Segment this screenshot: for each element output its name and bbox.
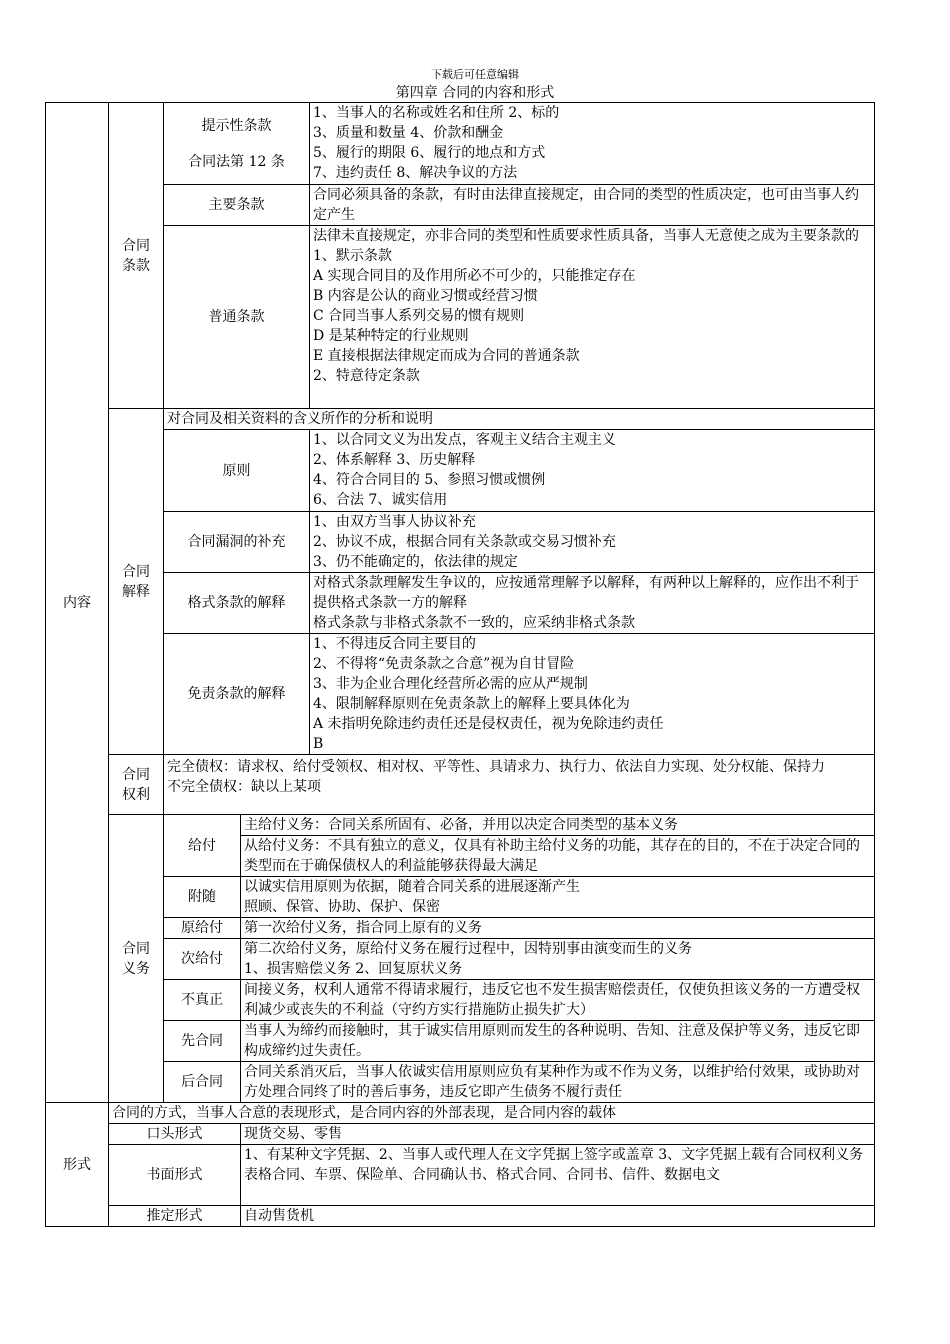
- interp-geshi-text: 对格式条款理解发生争议的，应按通常理解予以解释，有两种以上解释的，应作出不利于提供格式条款一方的解释 格式条款与非格式条款不一致的，应采纳非格式条款: [310, 573, 875, 634]
- oblig-xianhetong-text: 当事人为缔约而接触时，其于诚实信用原则而发生的各种说明、告知、注意及保护等义务，违反它即构成缔约过失责任。: [241, 1021, 875, 1062]
- clause-tishi-label: 提示性条款 合同法第 12 条: [164, 103, 310, 185]
- interp-mianze-text: 1、不得违反合同主要目的 2、不得将“免责条款之合意”视为自甘冒险 3、非为企业合理化经营所必需的应从严规制 4、限制解释原则在免责条款上的解释上要具体化为 A 未指明免除违约责任还是侵权责任，视为免除违约责任 B: [310, 634, 875, 755]
- oblig-geifu-main-text: 主给付义务：合同关系所固有、必备，并用以决定合同类型的基本义务: [241, 815, 875, 836]
- oblig-yuangeifu-label: 原给付: [164, 918, 241, 939]
- oblig-houhetong-text: 合同关系消灭后，当事人依诚实信用原则应负有某种作为或不作为义务，以维护给付效果，或协助对方处理合同终了时的善后事务，违反它即产生债务不履行责任: [241, 1062, 875, 1103]
- oblig-buzhenzheng-text: 间接义务，权利人通常不得请求履行，违反它也不发生损害赔偿责任，仅使负担该义务的一方遭受权利减少或丧失的不利益（守约方实行措施防止损失扩大）: [241, 980, 875, 1021]
- interpretation-definition: 对合同及相关资料的含义所作的分析和说明: [164, 409, 875, 430]
- form-oral-text: 现货交易、零售: [241, 1124, 875, 1145]
- oblig-fusui-text: 以诚实信用原则为依据，随着合同关系的进展逐渐产生 照顾、保管、协助、保护、保密: [241, 877, 875, 918]
- clause-putong-text: 法律未直接规定，亦非合同的类型和性质要求性质具备，当事人无意使之成为主要条款的 1、默示条款 A 实现合同目的及作用所必不可少的，只能推定存在 B 内容是公认的商业习惯或经营习惯 C 合同当事人系列交易的惯有规则 D 是某种特定的行业规则 E 直接根据法律规定而成为合同的普通条款 2、特意待定条款: [310, 226, 875, 409]
- oblig-fusui-label: 附随: [164, 877, 241, 918]
- oblig-xianhetong-label: 先合同: [164, 1021, 241, 1062]
- oblig-geifu-sub-text: 从给付义务：不具有独立的意义，仅具有补助主给付义务的功能，其存在的目的，不在于决定合同的类型而在于确保债权人的利益能够获得最大满足: [241, 836, 875, 877]
- interp-yuanze-text: 1、以合同文义为出发点，客观主义结合主观主义 2、体系解释 3、历史解释 4、符合合同目的 5、参照习惯或惯例 6、合法 7、诚实信用: [310, 430, 875, 512]
- section-label-content: 内容: [46, 103, 109, 1103]
- form-written-label: 书面形式: [109, 1145, 241, 1206]
- form-intro: 合同的方式，当事人合意的表现形式，是合同内容的外部表现，是合同内容的载体: [109, 1103, 875, 1124]
- section-label-form: 形式: [46, 1103, 109, 1227]
- interpretation-label: 合同 解释: [109, 409, 164, 755]
- rights-text: 完全债权：请求权、给付受领权、相对权、平等性、具请求力、执行力、依法自力实现、处分权能、保持力 不完全债权：缺以上某项: [164, 755, 875, 815]
- oblig-cigeifu-label: 次给付: [164, 939, 241, 980]
- oblig-buzhenzheng-label: 不真正: [164, 980, 241, 1021]
- oblig-yuangeifu-text: 第一次给付义务，指合同上原有的义务: [241, 918, 875, 939]
- clause-zhuyao-label: 主要条款: [164, 185, 310, 226]
- form-implied-text: 自动售货机: [241, 1206, 875, 1227]
- rights-label: 合同 权利: [109, 755, 164, 815]
- content-table: [45, 102, 875, 1227]
- clause-tishi-text: 1、当事人的名称或姓名和住所 2、标的 3、质量和数量 4、价款和酬金 5、履行的期限 6、履行的地点和方式 7、违约责任 8、解决争议的方法: [310, 103, 875, 185]
- clauses-label: 合同 条款: [109, 103, 164, 409]
- interp-loudong-text: 1、由双方当事人协议补充 2、协议不成，根据合同有关条款或交易习惯补充 3、仍不能确定的，依法律的规定: [310, 512, 875, 573]
- form-written-text: 1、有某种文字凭据、2、当事人或代理人在文字凭据上签字或盖章 3、文字凭据上载有合同权利义务 表格合同、车票、保险单、合同确认书、格式合同、合同书、信件、数据电文: [241, 1145, 875, 1206]
- oblig-cigeifu-text: 第二次给付义务，原给付义务在履行过程中，因特别事由演变而生的义务 1、损害赔偿义务 2、回复原状义务: [241, 939, 875, 980]
- interp-loudong-label: 合同漏洞的补充: [164, 512, 310, 573]
- clause-putong-label: 普通条款: [164, 226, 310, 409]
- oblig-geifu-label: 给付: [164, 815, 241, 877]
- top-note: 下载后可任意编辑: [431, 68, 519, 81]
- oblig-houhetong-label: 后合同: [164, 1062, 241, 1103]
- form-oral-label: 口头形式: [109, 1124, 241, 1145]
- obligations-label: 合同 义务: [109, 815, 164, 1103]
- interp-mianze-label: 免责条款的解释: [164, 634, 310, 755]
- page-title: 第四章 合同的内容和形式: [395, 85, 555, 101]
- interp-geshi-label: 格式条款的解释: [164, 573, 310, 634]
- interp-yuanze-label: 原则: [164, 430, 310, 512]
- clause-zhuyao-text: 合同必须具备的条款，有时由法律直接规定，由合同的类型的性质决定，也可由当事人约定产生: [310, 185, 875, 226]
- form-implied-label: 推定形式: [109, 1206, 241, 1227]
